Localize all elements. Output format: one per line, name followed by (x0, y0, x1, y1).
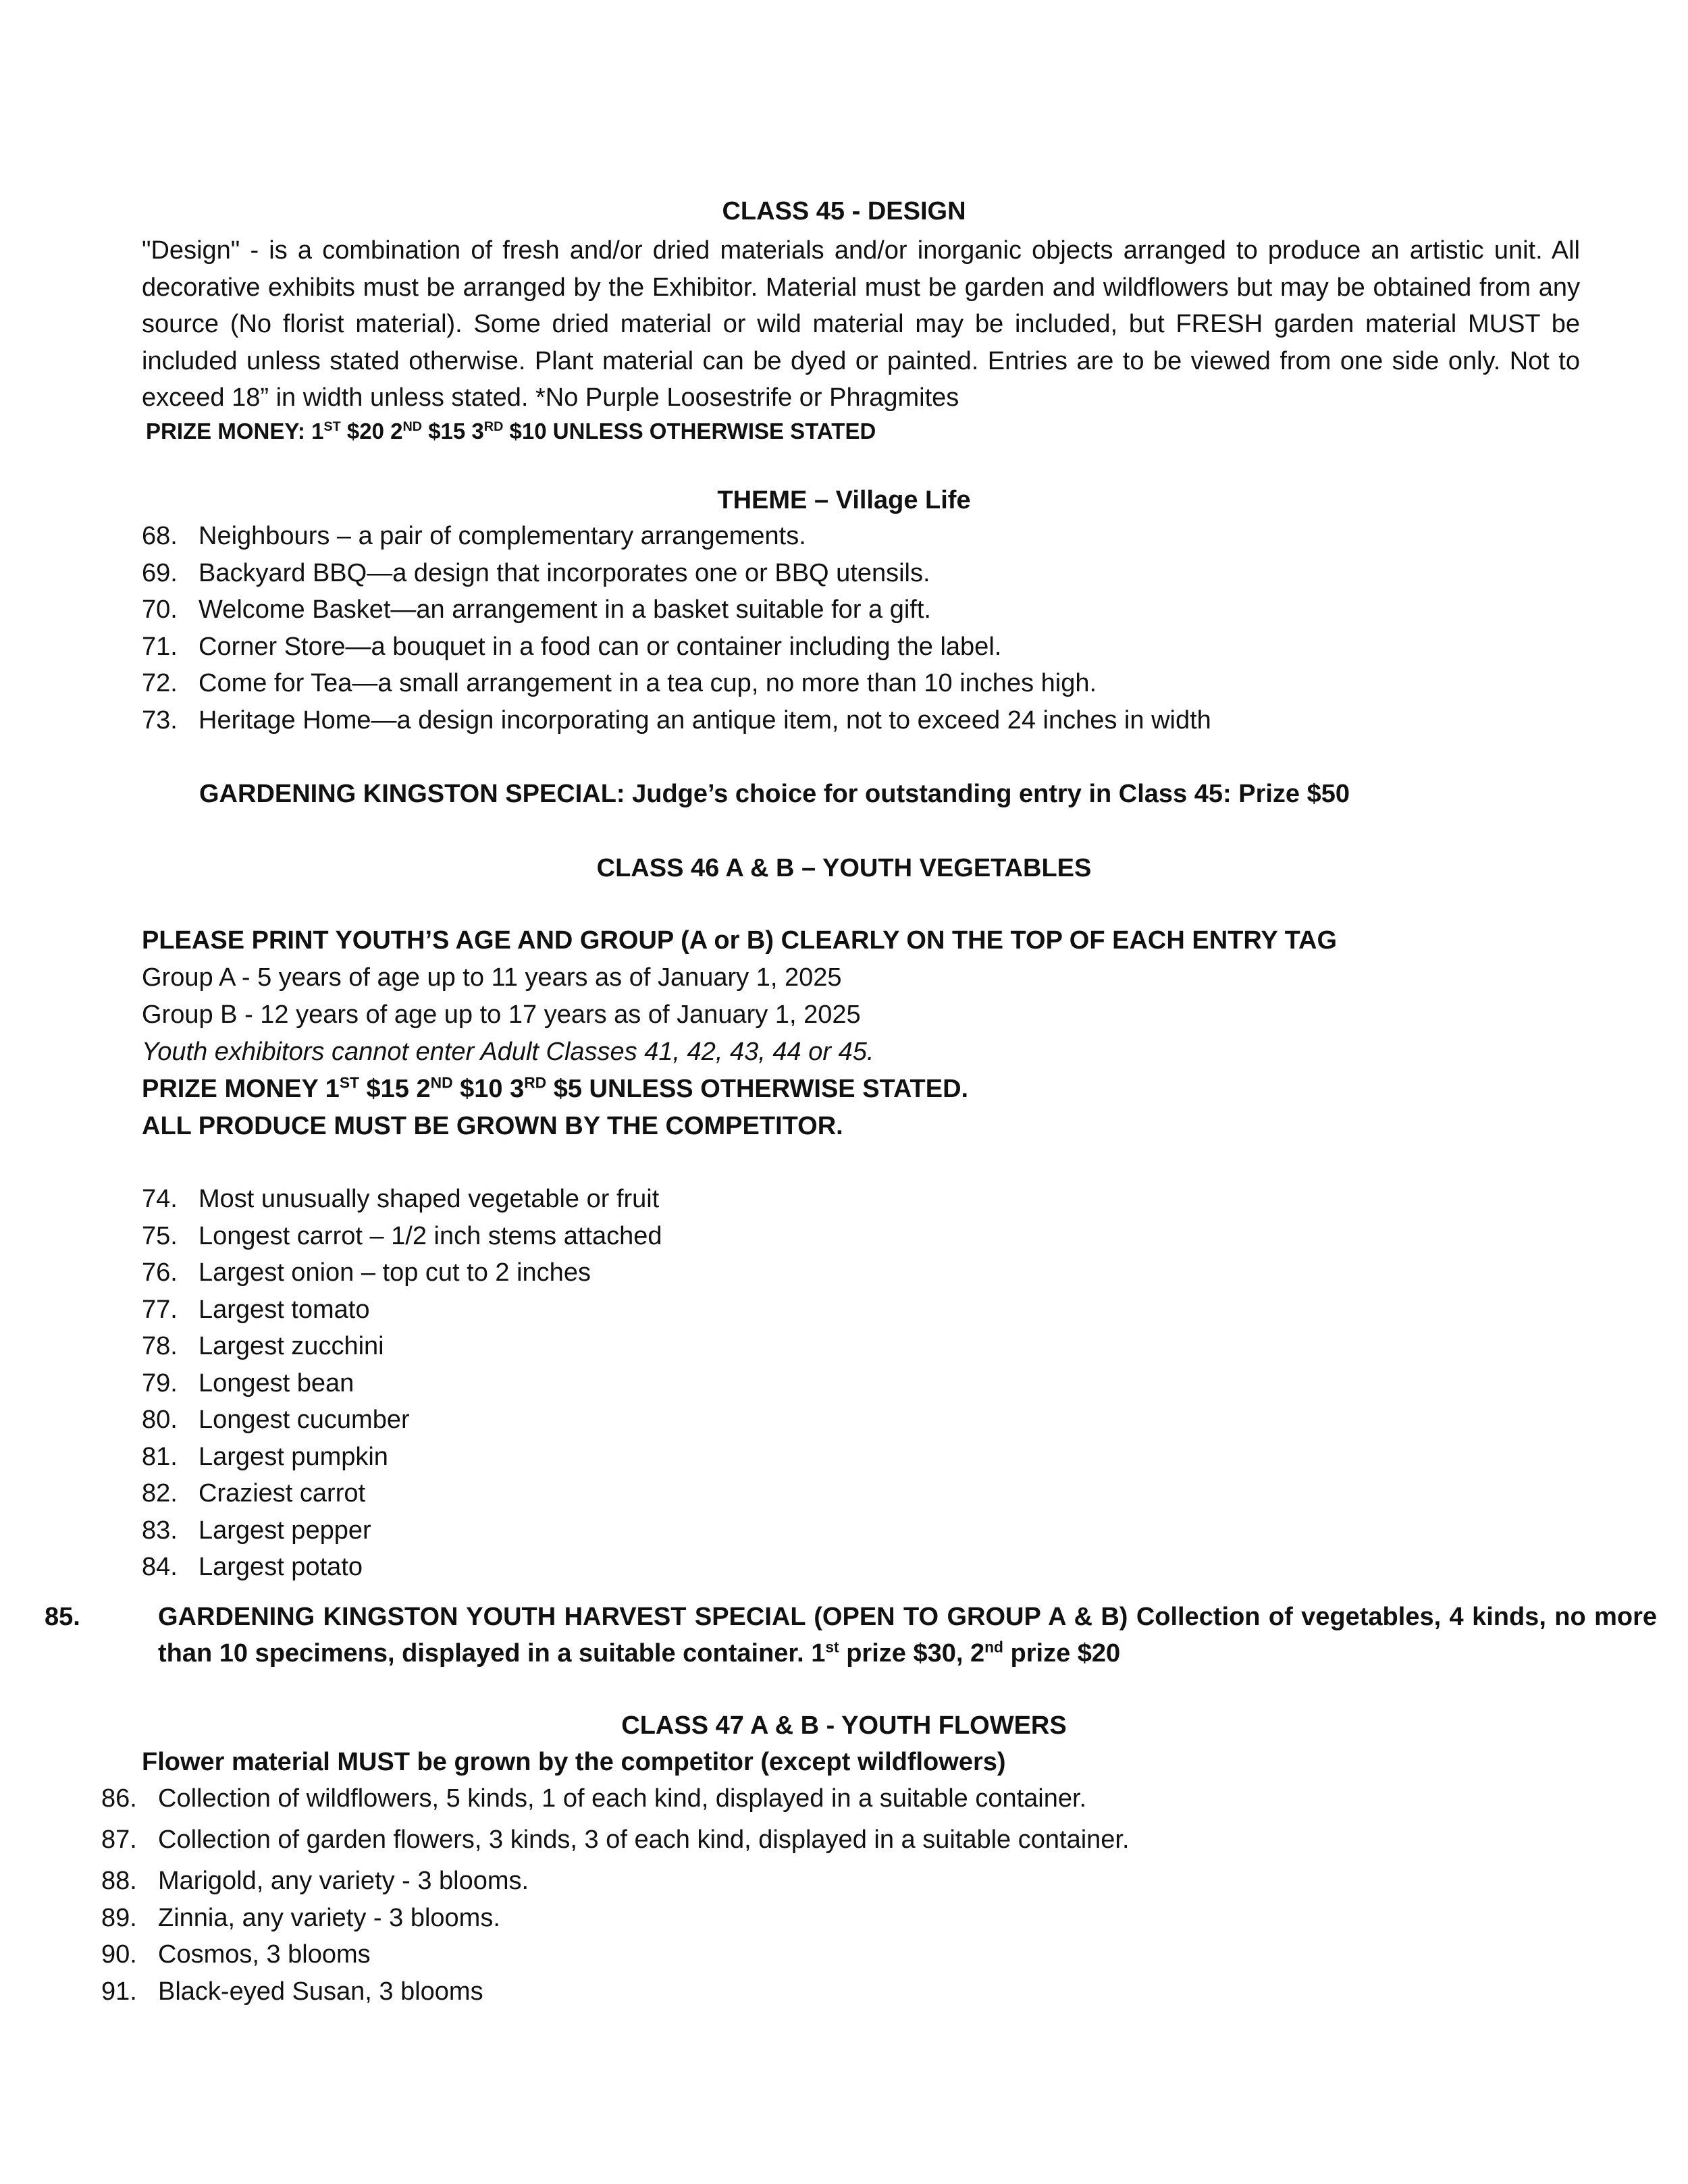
list-item (142, 1443, 388, 1472)
item-number: 69. (142, 558, 178, 587)
item-number: 82. (142, 1479, 178, 1508)
class46-special: 85. GARDENING KINGSTON YOUTH HARVEST SPECIAL (OPEN TO GROUP A & B) Collection of vegetables, 4 kinds, no more than 10 specimens, displayed in a suitable container. 1st prize $30, 2nd prize $20 (45, 1603, 1657, 1668)
item-number: 86. (101, 1784, 137, 1813)
item-text: Craziest carrot (199, 1479, 366, 1508)
item-text: Collection of garden flowers, 3 kinds, 3 of each kind, displayed in a suitable container. (158, 1826, 1130, 1854)
class45-special: GARDENING KINGSTON SPECIAL: Judge’s choice for outstanding entry in Class 45: Prize $50 (199, 780, 1350, 808)
list-item (142, 633, 1001, 662)
item-number: 77. (142, 1295, 178, 1324)
item-number: 70. (142, 595, 178, 624)
item-text: Largest potato (199, 1553, 363, 1581)
list-item (142, 1222, 662, 1251)
item-number: 88. (101, 1867, 137, 1895)
class46-group-b: Group B - 12 years of age up to 17 years as of January 1, 2025 (142, 1001, 861, 1029)
theme-heading: THEME – Village Life (717, 486, 971, 514)
class46-produce-note: ALL PRODUCE MUST BE GROWN BY THE COMPETITOR. (142, 1112, 843, 1140)
class45-prize-money: PRIZE MONEY: 1ST $20 2ND $15 3RD $10 UNLESS OTHERWISE STATED (146, 419, 876, 444)
item-number: 78. (142, 1332, 178, 1360)
item-text: Come for Tea—a small arrangement in a tea cup, no more than 10 inches high. (199, 669, 1097, 697)
list-item (101, 1867, 529, 1896)
item-number: 75. (142, 1221, 178, 1250)
class46-prize-money: PRIZE MONEY 1ST $15 2ND $10 3RD $5 UNLESS OTHERWISE STATED. (142, 1073, 969, 1103)
item-number: 71. (142, 632, 178, 661)
item-text: Marigold, any variety - 3 blooms. (158, 1867, 529, 1895)
list-item (142, 595, 931, 624)
item-text: Black-eyed Susan, 3 blooms (158, 1977, 483, 2006)
item-number: 80. (142, 1406, 178, 1434)
item-text: Corner Store—a bouquet in a food can or container including the label. (199, 632, 1002, 661)
list-item (142, 1406, 410, 1435)
item-number: 79. (142, 1368, 178, 1397)
list-item (142, 1185, 659, 1214)
list-item (142, 706, 1211, 735)
item-text: Largest onion – top cut to 2 inches (199, 1258, 591, 1287)
list-item (142, 1258, 591, 1287)
item-number: 81. (142, 1442, 178, 1471)
list-item (142, 1553, 363, 1582)
class47-heading: CLASS 47 A & B - YOUTH FLOWERS (621, 1711, 1067, 1740)
item-text: Cosmos, 3 blooms (158, 1940, 371, 1969)
item-number: 73. (142, 705, 178, 735)
item-text: Most unusually shaped vegetable or fruit (199, 1185, 660, 1213)
item-number: 76. (142, 1258, 178, 1287)
item-number: 83. (142, 1516, 178, 1545)
item-number: 89. (101, 1903, 137, 1932)
list-item (142, 1332, 384, 1361)
item-text: Largest pumpkin (199, 1442, 388, 1471)
item-text: Collection of wildflowers, 5 kinds, 1 of each kind, displayed in a suitable container. (158, 1784, 1087, 1813)
list-item (142, 1296, 369, 1325)
list-item (142, 669, 1097, 698)
class46-youth-note: Youth exhibitors cannot enter Adult Classes 41, 42, 43, 44 or 45. (142, 1038, 874, 1066)
class45-description: "Design" - is a combination of fresh and/or dried materials and/or inorganic objects arranged to produce an artistic unit. All decorative exhibits must be arranged by the Exhibitor. Material must be garden and wildflowers but may be obtained from any source (No florist material). Some dried material or wild material may be included, but FRESH garden material MUST be included unless stated otherwise. Plant material can be dyed or painted. Entries are to be viewed from one side only. Not to exceed 18” in width unless stated. *No Purple Loosestrife or Phragmites (142, 236, 1580, 412)
list-item (101, 1784, 1086, 1813)
item-number: 90. (101, 1940, 137, 1969)
item-text: Longest bean (199, 1368, 354, 1397)
item-text: Longest cucumber (199, 1406, 410, 1434)
item-number: 91. (101, 1977, 137, 2006)
item-text: Backyard BBQ—a design that incorporates one or BBQ utensils. (199, 558, 930, 587)
item-text: Longest carrot – 1/2 inch stems attached (199, 1221, 662, 1250)
list-item (101, 1977, 483, 2006)
item-number: 74. (142, 1185, 178, 1213)
list-item (142, 1479, 365, 1508)
class46-entry-tag-notice: PLEASE PRINT YOUTH’S AGE AND GROUP (A or B) CLEARLY ON THE TOP OF EACH ENTRY TAG (142, 926, 1338, 955)
item-number: 72. (142, 669, 178, 697)
item-number: 87. (101, 1826, 137, 1854)
item-text: Heritage Home—a design incorporating an antique item, not to exceed 24 inches in width (199, 705, 1211, 735)
list-item (101, 1826, 1130, 1855)
item-text: Largest pepper (199, 1516, 371, 1545)
class46-group-a: Group A - 5 years of age up to 11 years as of January 1, 2025 (142, 963, 842, 992)
list-item (101, 1940, 371, 1969)
item-text: Largest zucchini (199, 1332, 384, 1360)
class46-heading: CLASS 46 A & B – YOUTH VEGETABLES (596, 854, 1092, 882)
item-text: Zinnia, any variety - 3 blooms. (158, 1903, 500, 1932)
item-number: 84. (142, 1553, 178, 1581)
list-item (101, 1904, 500, 1933)
list-item (142, 559, 930, 588)
list-item (142, 1369, 354, 1398)
item-text: Neighbours – a pair of complementary arrangements. (199, 522, 806, 550)
item-text: Welcome Basket—an arrangement in a basket suitable for a gift. (199, 595, 931, 624)
list-item (142, 522, 806, 551)
class47-note: Flower material MUST be grown by the competitor (except wildflowers) (142, 1748, 1006, 1776)
item-text: Largest tomato (199, 1295, 370, 1324)
list-item (142, 1516, 371, 1545)
class45-heading: CLASS 45 - DESIGN (722, 197, 966, 225)
item-number: 68. (142, 522, 178, 550)
